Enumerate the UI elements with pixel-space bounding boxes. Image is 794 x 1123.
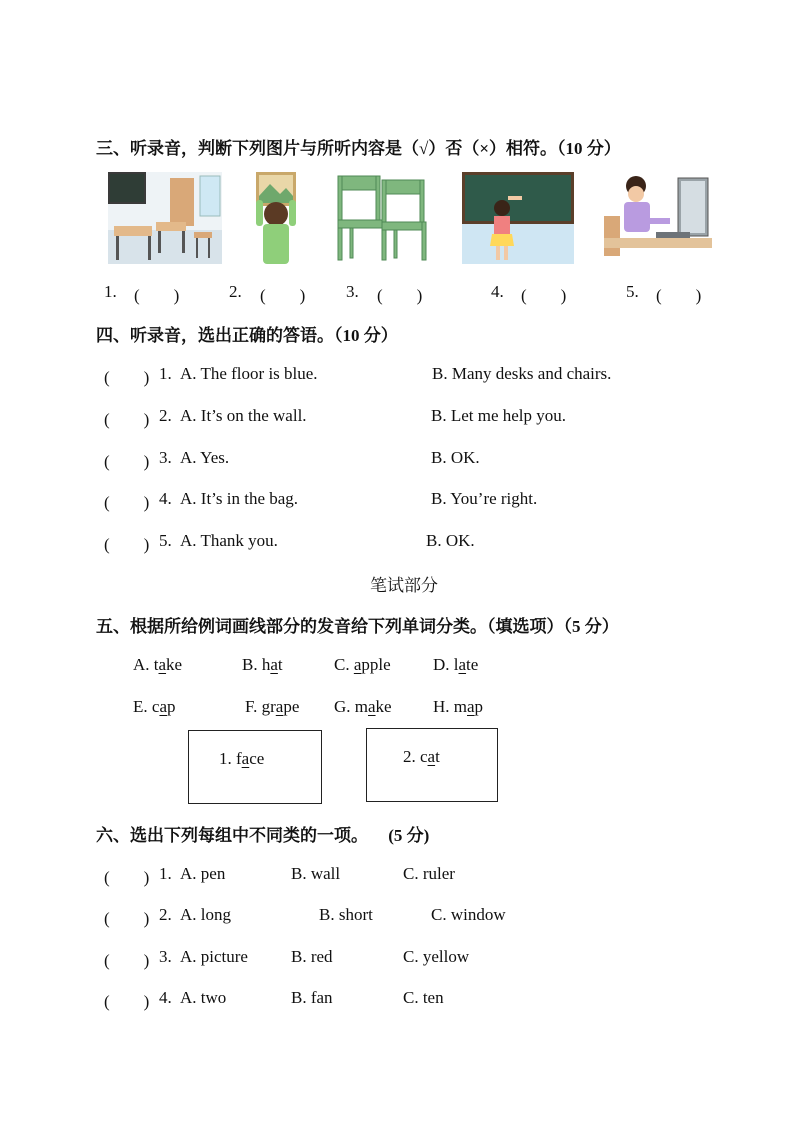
question-number: 1. — [159, 864, 172, 883]
option-b: B. short — [319, 905, 373, 924]
box-label: 2. cat — [403, 747, 440, 766]
word-option: E. cap — [133, 697, 176, 716]
two-chairs-picture — [336, 172, 428, 264]
boy-hanging-picture — [252, 172, 300, 264]
option-b: B. Let me help you. — [431, 406, 567, 425]
section3-title: 三、听录音，判断下列图片与所听内容是（√）否（×）相符。（10 分） — [96, 139, 621, 158]
answer-paren[interactable]: ( ) — [377, 286, 423, 305]
girl-blackboard-picture — [462, 172, 574, 264]
question-number: 1. — [159, 364, 172, 383]
answer-paren[interactable]: ( ) — [104, 868, 150, 887]
section4-title: 四、听录音，选出正确的答语。（10 分） — [96, 326, 398, 345]
option-a: A. Thank you. — [180, 531, 278, 550]
option-b: B. OK. — [431, 448, 480, 467]
question-number: 4. — [159, 988, 172, 1007]
answer-paren[interactable]: ( ) — [104, 368, 150, 387]
answer-paren[interactable]: ( ) — [104, 493, 150, 512]
answer-paren[interactable]: ( ) — [104, 452, 150, 471]
item-number: 4. — [491, 282, 504, 301]
section5-title: 五、根据所给例词画线部分的发音给下列单词分类。（填选项）（5 分） — [96, 617, 619, 636]
item-number: 5. — [626, 282, 639, 301]
question-number: 5. — [159, 531, 172, 550]
classroom-picture — [108, 172, 222, 264]
item-number: 3. — [346, 282, 359, 301]
option-c: C. window — [431, 905, 506, 924]
answer-paren[interactable]: ( ) — [656, 286, 702, 305]
option-b: B. fan — [291, 988, 333, 1007]
box-label: 1. face — [219, 749, 265, 768]
question-number: 3. — [159, 448, 172, 467]
word-option: H. map — [433, 697, 484, 716]
option-a: A. It’s on the wall. — [180, 406, 307, 425]
answer-paren[interactable]: ( ) — [104, 951, 150, 970]
option-a: A. two — [180, 988, 227, 1007]
answer-paren[interactable]: ( ) — [104, 909, 150, 928]
question-number: 4. — [159, 489, 172, 508]
answer-paren[interactable]: ( ) — [260, 286, 306, 305]
question-number: 2. — [159, 406, 172, 425]
option-b: B. wall — [291, 864, 341, 883]
option-c: C. ten — [403, 988, 444, 1007]
word-option: F. grape — [245, 697, 300, 716]
option-a: A. picture — [180, 947, 248, 966]
option-b: B. red — [291, 947, 333, 966]
answer-paren[interactable]: ( ) — [134, 286, 180, 305]
girl-computer-picture — [604, 172, 712, 264]
written-section-heading: 笔试部分 — [370, 576, 438, 595]
section6-title-text: 六、选出下列每组中不同类的一项。 — [96, 826, 368, 845]
answer-paren[interactable]: ( ) — [104, 410, 150, 429]
question-number: 3. — [159, 947, 172, 966]
word-option: A. take — [133, 655, 183, 674]
item-number: 1. — [104, 282, 117, 301]
section6-score: (5 分) — [388, 826, 430, 845]
answer-paren[interactable]: ( ) — [104, 535, 150, 554]
answer-box-face[interactable] — [188, 730, 322, 804]
option-b: B. Many desks and chairs. — [432, 364, 612, 383]
option-a: A. long — [180, 905, 231, 924]
word-option: C. apple — [334, 655, 391, 674]
option-b: B. OK. — [426, 531, 475, 550]
option-b: B. You’re right. — [431, 489, 538, 508]
option-c: C. ruler — [403, 864, 455, 883]
question-number: 2. — [159, 905, 172, 924]
option-a: A. pen — [180, 864, 226, 883]
option-a: A. The floor is blue. — [180, 364, 318, 383]
option-c: C. yellow — [403, 947, 470, 966]
option-a: A. It’s in the bag. — [180, 489, 299, 508]
word-option: B. hat — [242, 655, 283, 674]
answer-paren[interactable]: ( ) — [521, 286, 567, 305]
item-number: 2. — [229, 282, 242, 301]
word-option: G. make — [334, 697, 392, 716]
answer-paren[interactable]: ( ) — [104, 992, 150, 1011]
answer-box-cat[interactable] — [366, 728, 498, 802]
option-a: A. Yes. — [180, 448, 230, 467]
word-option: D. late — [433, 655, 479, 674]
section6-title — [96, 821, 429, 846]
